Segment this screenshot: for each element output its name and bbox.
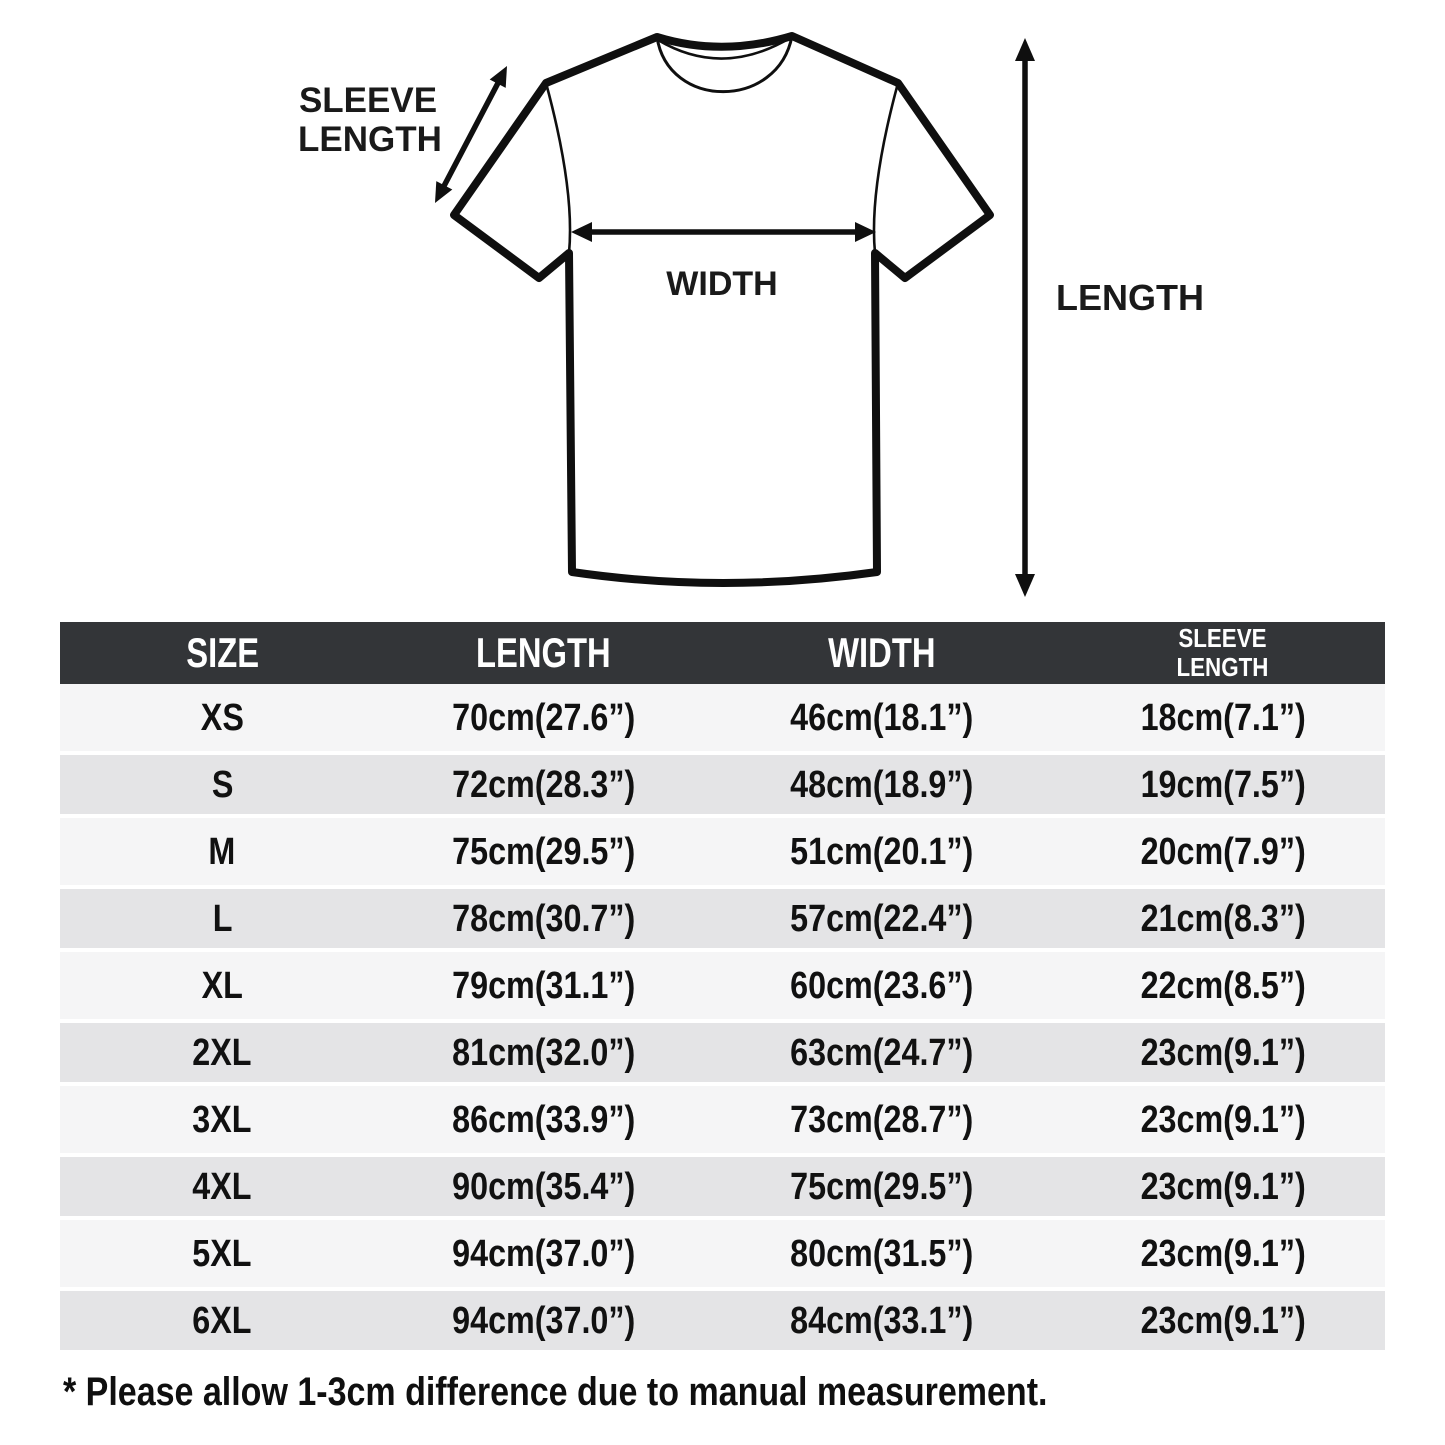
tshirt-outline [454,36,990,583]
table-row-5xl [60,1220,1385,1287]
width-value: 46cm(18.1”) [789,696,974,739]
cell-sleeve [1060,763,1385,806]
cell-size [60,897,385,940]
cell-sleeve [1060,1299,1385,1342]
length-value: 79cm(31.1”) [452,964,636,1007]
cell-sleeve [1060,897,1385,940]
size-value: 6XL [192,1299,252,1342]
cell-length [385,1299,703,1342]
sleeve-value: 23cm(9.1”) [1140,1031,1306,1074]
table-row-3xl [60,1086,1385,1153]
cell-sleeve [1060,696,1385,739]
cell-width [703,830,1061,873]
width-value: 63cm(24.7”) [789,1031,974,1074]
size-value: XL [201,964,243,1007]
width-value: 57cm(22.4”) [789,897,974,940]
header-length-label: LENGTH [476,629,611,676]
cell-sleeve [1060,830,1385,873]
size-value: 5XL [192,1232,252,1275]
cell-length [385,1031,703,1074]
length-arrow [1015,38,1035,597]
width-label: WIDTH [666,265,778,303]
length-value: 86cm(33.9”) [452,1098,636,1141]
cell-length [385,763,703,806]
cell-width [703,1098,1061,1141]
length-value: 78cm(30.7”) [452,897,636,940]
table-row-s [60,751,1385,818]
width-value: 75cm(29.5”) [789,1165,974,1208]
length-value: 72cm(28.3”) [452,763,636,806]
header-width-label: WIDTH [827,629,936,676]
length-value: 90cm(35.4”) [452,1165,636,1208]
cell-size [60,1299,385,1342]
size-value: 3XL [192,1098,252,1141]
cell-size [60,830,385,873]
cell-width [703,897,1061,940]
table-row-xl [60,952,1385,1019]
sleeve-value: 23cm(9.1”) [1140,1165,1306,1208]
size-value: 4XL [192,1165,252,1208]
table-row-2xl [60,1019,1385,1086]
header-size [60,629,385,676]
table-row-xs [60,684,1385,751]
cell-length [385,1232,703,1275]
header-sleeve-line1: SLEEVE [1178,623,1267,653]
tshirt-measurement-diagram [0,0,1445,613]
sleeve-value: 23cm(9.1”) [1140,1098,1306,1141]
cell-length [385,1098,703,1141]
size-value: 2XL [192,1031,252,1074]
table-row-6xl [60,1287,1385,1354]
header-length [385,629,703,676]
cell-sleeve [1060,964,1385,1007]
width-value: 60cm(23.6”) [789,964,974,1007]
width-value: 80cm(31.5”) [789,1232,974,1275]
cell-sleeve [1060,1232,1385,1275]
length-value: 81cm(32.0”) [452,1031,636,1074]
cell-size [60,1098,385,1141]
sleeve-length-label-line1: SLEEVE [298,81,438,120]
table-row-l [60,885,1385,952]
measurement-disclaimer-text: * Please allow 1-3cm difference due to manual measurement. [63,1370,1048,1414]
table-row-4xl [60,1153,1385,1220]
measurement-disclaimer [63,1372,1221,1412]
cell-size [60,1031,385,1074]
sleeve-value: 19cm(7.5”) [1140,763,1306,806]
table-row-m [60,818,1385,885]
length-value: 70cm(27.6”) [452,696,636,739]
cell-length [385,897,703,940]
sleeve-value: 20cm(7.9”) [1140,830,1306,873]
cell-width [703,1232,1061,1275]
sleeve-value: 18cm(7.1”) [1140,696,1306,739]
header-sleeve-length-label [1177,624,1269,682]
length-value: 75cm(29.5”) [452,830,636,873]
cell-sleeve [1060,1031,1385,1074]
cell-size [60,1232,385,1275]
cell-size [60,763,385,806]
table-header-row [60,622,1385,684]
cell-size [60,696,385,739]
length-value: 94cm(37.0”) [452,1232,636,1275]
sleeve-value: 23cm(9.1”) [1140,1299,1306,1342]
cell-size [60,1165,385,1208]
cell-width [703,1031,1061,1074]
cell-width [703,964,1061,1007]
length-label: LENGTH [1056,277,1204,318]
cell-length [385,830,703,873]
cell-size [60,964,385,1007]
width-value: 73cm(28.7”) [789,1098,974,1141]
length-value: 94cm(37.0”) [452,1299,636,1342]
header-size-label: SIZE [185,629,259,676]
cell-length [385,964,703,1007]
width-value: 84cm(33.1”) [789,1299,974,1342]
sleeve-value: 23cm(9.1”) [1140,1232,1306,1275]
cell-sleeve [1060,1165,1385,1208]
tshirt-diagram-svg [0,0,1445,613]
cell-width [703,1299,1061,1342]
size-value: L [212,897,233,940]
cell-width [703,1165,1061,1208]
cell-length [385,1165,703,1208]
cell-width [703,763,1061,806]
header-width [703,629,1061,676]
size-chart-table [60,622,1385,1354]
width-value: 51cm(20.1”) [789,830,974,873]
header-sleeve-line2: LENGTH [1176,652,1269,682]
cell-sleeve [1060,1098,1385,1141]
width-value: 48cm(18.9”) [789,763,974,806]
cell-width [703,696,1061,739]
size-value: M [208,830,236,873]
cell-length [385,696,703,739]
sleeve-value: 22cm(8.5”) [1140,964,1306,1007]
sleeve-value: 21cm(8.3”) [1140,897,1306,940]
header-sleeve-length [1060,624,1385,682]
size-value: XS [200,696,244,739]
sleeve-length-label-line2: LENGTH [298,120,442,159]
size-value: S [211,763,234,806]
